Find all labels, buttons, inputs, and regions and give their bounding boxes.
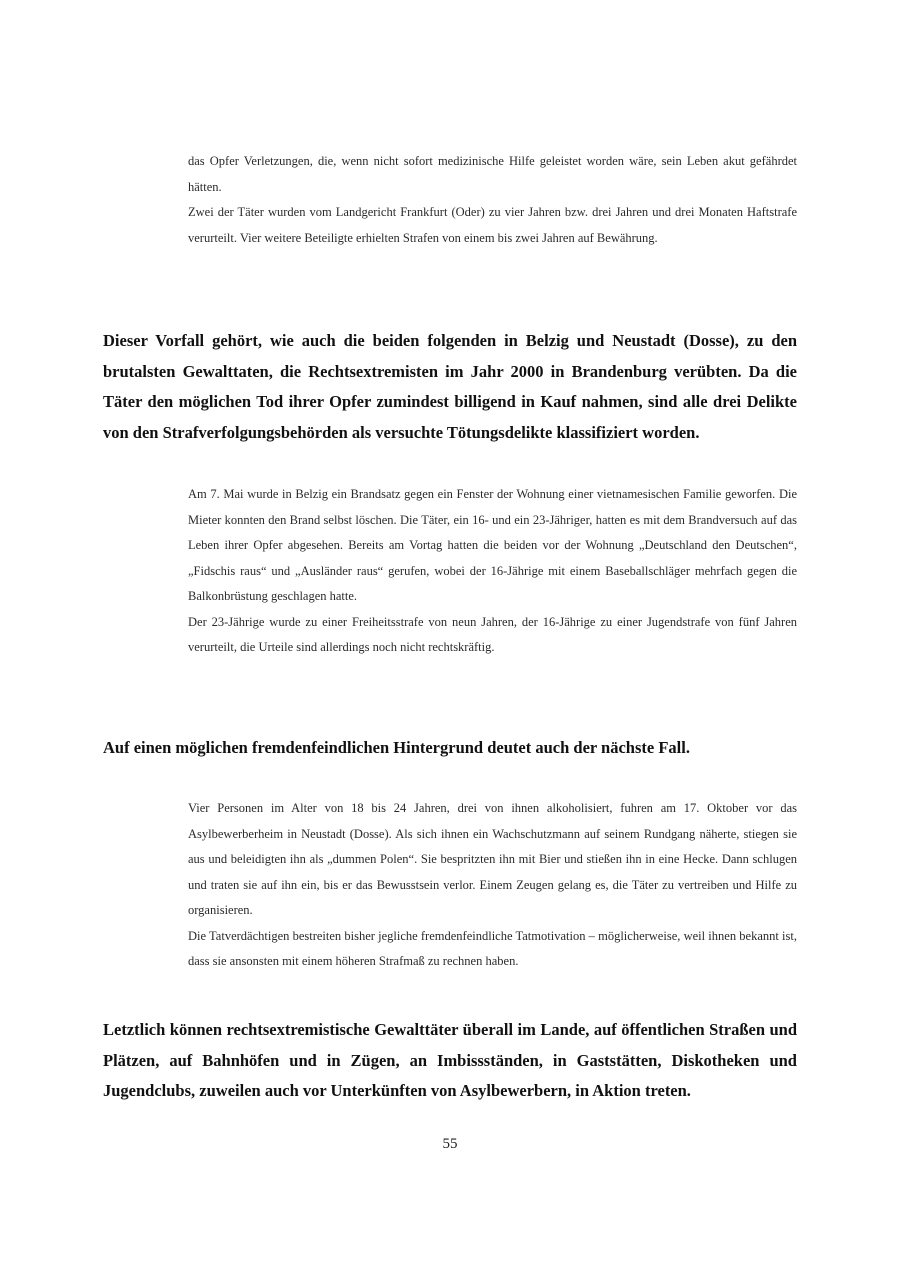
quote3-paragraph-2: Die Tatverdächtigen bestreiten bisher jegliche fremdenfeindliche Tatmotivation – möglicherweise, weil ihnen bekannt ist, dass sie ansonsten mit einem höheren Strafmaß zu rechnen haben.	[188, 928, 797, 968]
body-paragraph-2: Auf einen möglichen fremdenfeindlichen Hintergrund deutet auch der nächste Fall.	[103, 738, 690, 757]
quote2-paragraph-1: Am 7. Mai wurde in Belzig ein Brandsatz gegen ein Fenster der Wohnung einer vietnamesischen Familie geworfen. Die Mieter konnten den Brand selbst löschen. Die Täter, ein 16- und ein 23-Jähriger, hatten es mit dem Brandversuch auf das Leben ihrer Opfer abgesehen. Bereits am Vortag hatten die beiden vor der Wohnung „Deutschland den Deutschen“, „Fidschis raus“ und „Ausländer raus“ gerufen, wobei der 16-Jährige mit einem Baseballschläger mehrfach gegen die Balkonbrüstung geschlagen hatte.	[188, 487, 797, 603]
body-paragraph-3: Letztlich können rechtsextremistische Gewalttäter überall im Lande, auf öffentlichen Straßen und Plätzen, auf Bahnhöfen und in Zügen, an Imbissständen, in Gaststätten, Diskotheken und Jugendclubs, zuweilen auch vor Unterkünften von Asylbewerbern, in Aktion treten.	[103, 1020, 797, 1100]
quote1-paragraph-2: Zwei der Täter wurden vom Landgericht Frankfurt (Oder) zu vier Jahren bzw. drei Jahren und drei Monaten Haftstrafe verurteilt. Vier weitere Beteiligte erhielten Strafen von einem bis zwei Jahren auf Bewährung.	[188, 205, 797, 245]
indented-quote-block-1	[188, 149, 797, 251]
indented-quote-block-2	[188, 482, 797, 661]
quote2-paragraph-2: Der 23-Jährige wurde zu einer Freiheitsstrafe von neun Jahren, der 16-Jährige zu einer Jugendstrafe von fünf Jahren verurteilt, die Urteile sind allerdings noch nicht rechtskräftig.	[188, 614, 797, 654]
body-paragraph-1: Dieser Vorfall gehört, wie auch die beiden folgenden in Belzig und Neustadt (Dosse), zu den brutalsten Gewalttaten, die Rechtsextremisten im Jahr 2000 in Brandenburg verübten. Da die Täter den möglichen Tod ihrer Opfer zumindest billigend in Kauf nahmen, sind alle drei Delikte von den Strafverfolgungsbehörden als versuchte Tötungsdelikte klassifiziert worden.	[103, 331, 797, 442]
quote1-paragraph-1: das Opfer Verletzungen, die, wenn nicht sofort medizinische Hilfe geleistet worden wäre, sein Leben akut gefährdet hätten.	[188, 154, 797, 194]
quote3-paragraph-1: Vier Personen im Alter von 18 bis 24 Jahren, drei von ihnen alkoholisiert, fuhren am 17. Oktober vor das Asylbewerberheim in Neustadt (Dosse). Als sich ihnen ein Wachschutzmann auf seinem Rundgang näherte, stiegen sie aus und beleidigten ihn als „dummen Polen“. Sie bespritzten ihn mit Bier und stießen ihn in eine Hecke. Dann schlugen und traten sie auf ihn ein, bis er das Bewusstsein verlor. Einem Zeugen gelang es, die Täter zu vertreiben und Hilfe zu organisieren.	[188, 801, 797, 917]
indented-quote-block-3	[188, 796, 797, 975]
page-number: 55	[442, 1136, 458, 1152]
